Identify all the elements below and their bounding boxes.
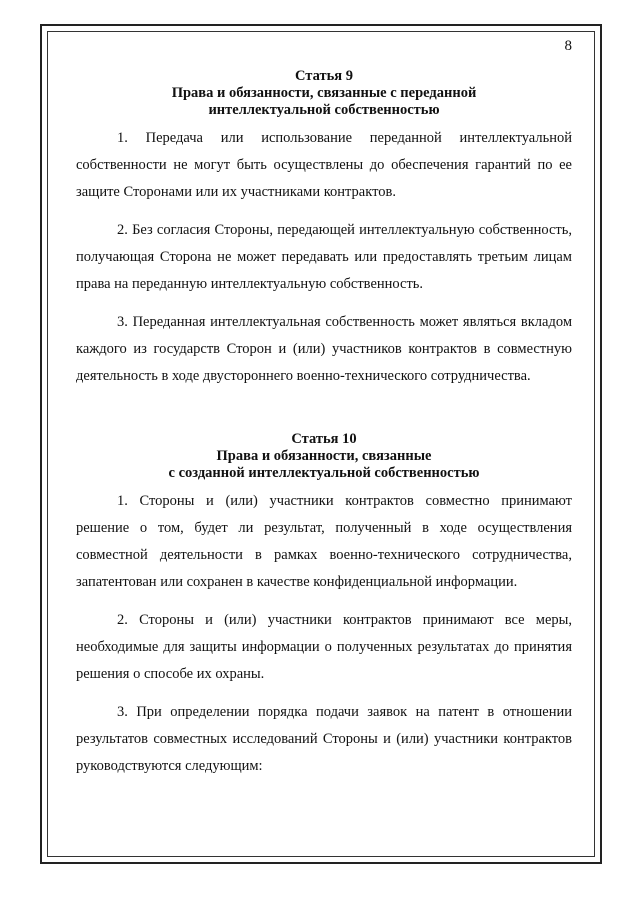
article-10	[76, 431, 572, 780]
article-9-paragraph-3: 3. Переданная интеллектуальная собственность может являться вкладом каждого из государств Сторон и (или) участников контрактов в совместную деятельность в ходе двустороннего военно-технического сотрудничества.	[76, 314, 572, 384]
article-9-subtitle-line1: Права и обязанности, связанные с переданной	[171, 85, 477, 101]
article-10-paragraph-1: 1. Стороны и (или) участники контрактов совместно принимают решение о том, будет ли результат, полученный в ходе осуществления совместной деятельности в рамках военно-технического сотрудничества, запатентован или сохранен в качестве конфиденциальной информации.	[76, 493, 572, 590]
article-9-paragraph-1: 1. Передача или использование переданной интеллектуальной собственности не могут быть осуществлены до обеспечения гарантий по ее защите Сторонами или их участниками контрактов.	[76, 130, 572, 200]
article-10-subtitle-line2: с созданной интеллектуальной собственностью	[168, 465, 480, 481]
article-10-title: Статья 10	[291, 431, 357, 447]
article-9	[76, 68, 572, 390]
article-9-paragraph-2: 2. Без согласия Стороны, передающей интеллектуальную собственность, получающая Сторона не может передавать или предоставлять третьим лицам права на переданную интеллектуальную собственность.	[76, 222, 572, 292]
document-body	[76, 68, 572, 791]
article-9-subtitle-line2: интеллектуальной собственностью	[208, 102, 440, 118]
section-spacer	[76, 401, 572, 431]
article-10-paragraph-2: 2. Стороны и (или) участники контрактов принимают все меры, необходимые для защиты информации о полученных результатах до принятия решения о способе их охраны.	[76, 612, 572, 682]
article-10-subtitle-line1: Права и обязанности, связанные	[216, 448, 432, 464]
page-number: 8	[564, 38, 572, 54]
article-9-title: Статья 9	[295, 68, 353, 84]
article-10-paragraph-3: 3. При определении порядка подачи заявок на патент в отношении результатов совместных исследований Стороны и (или) участники контрактов руководствуются следующим:	[76, 704, 572, 774]
